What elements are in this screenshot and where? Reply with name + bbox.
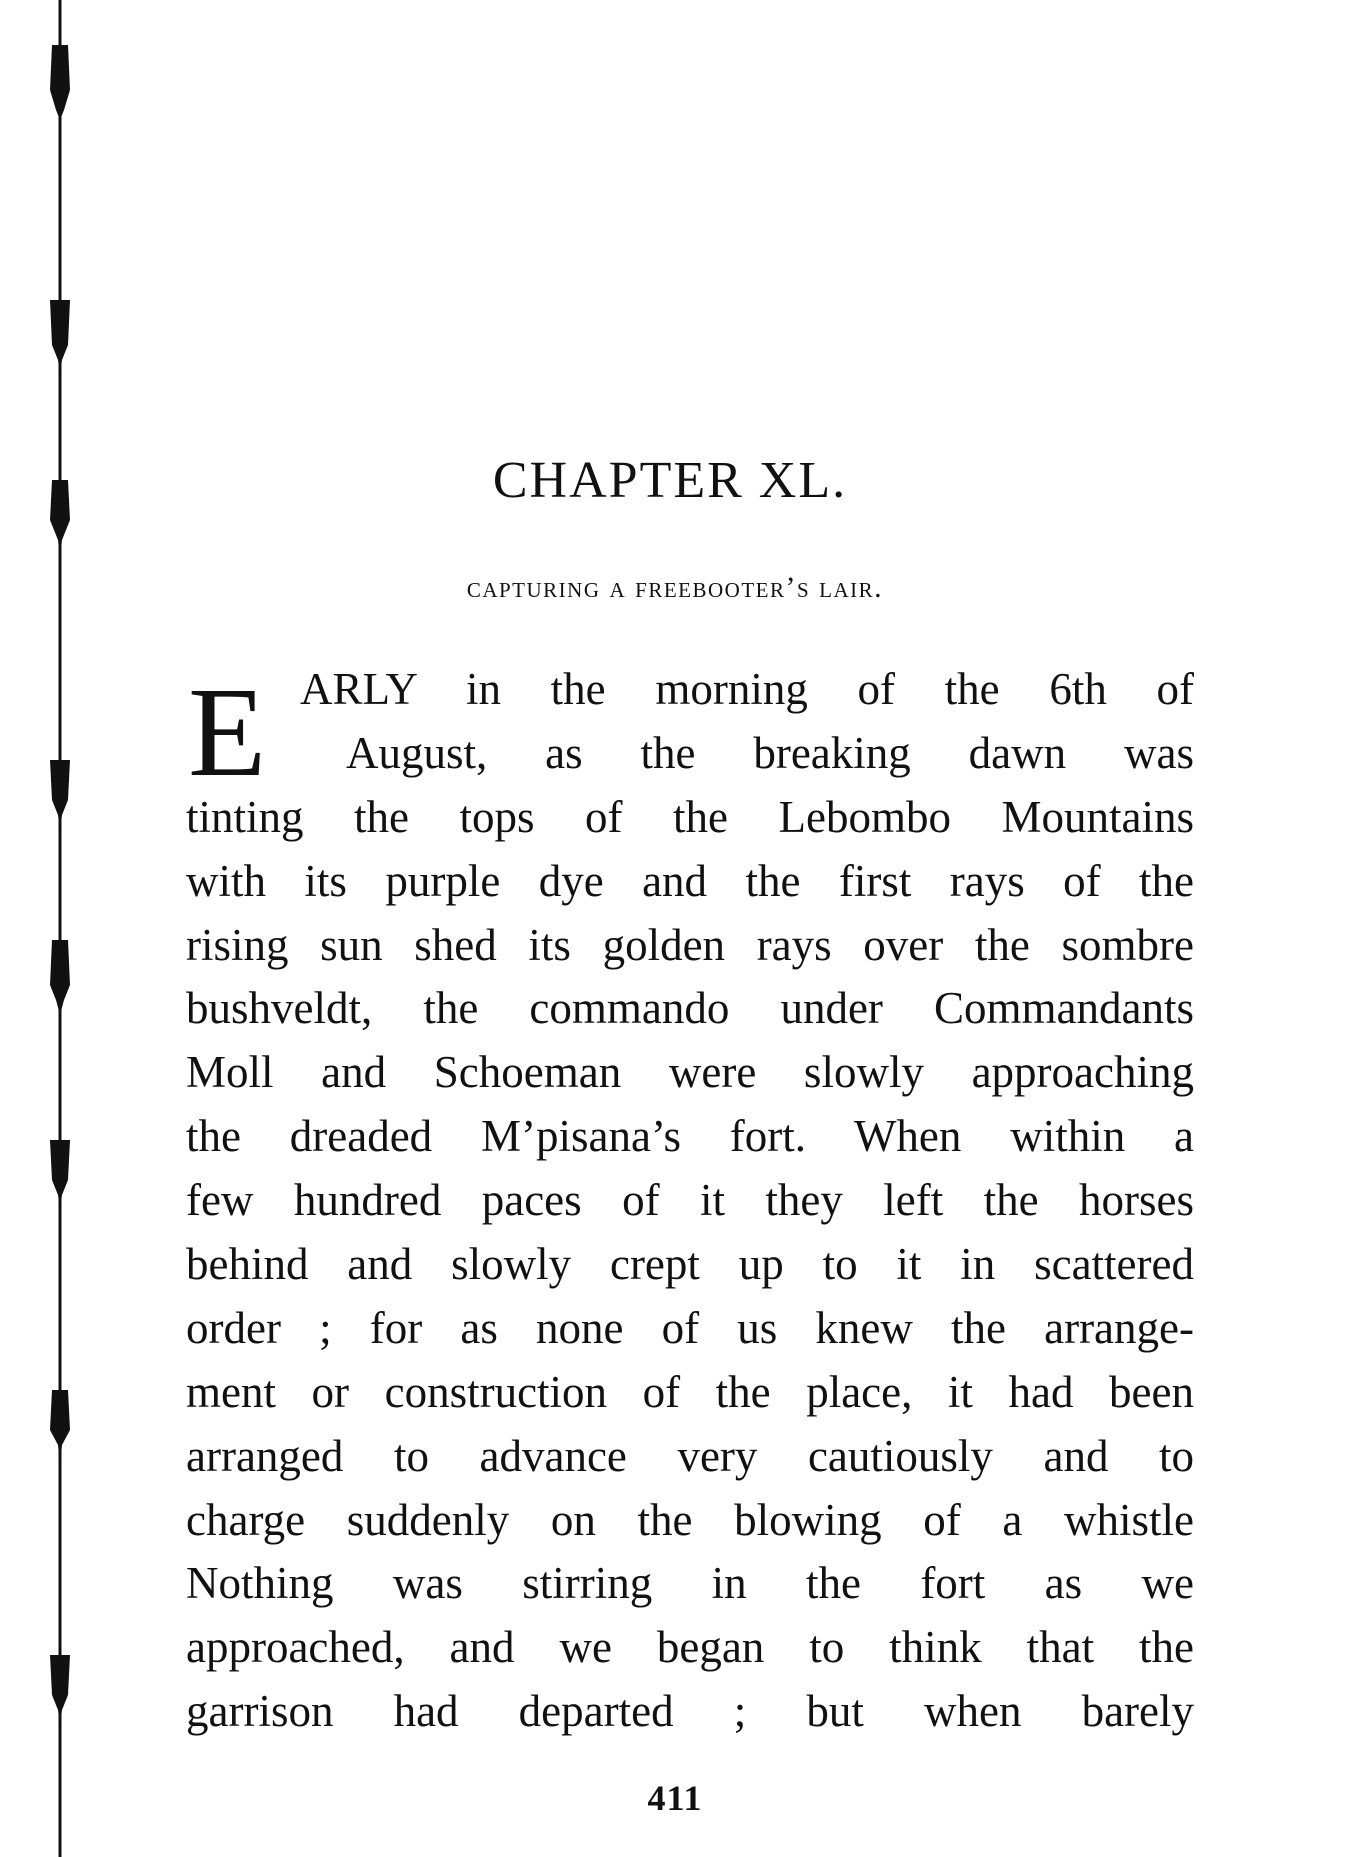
text-line: Moll and Schoeman were slowly approaching	[186, 1047, 1194, 1098]
text-line: the dreaded M’pisana’s fort. When within a	[186, 1111, 1194, 1162]
chapter-title: CHAPTER XL.	[492, 452, 848, 509]
text-line: bushveldt, the commando under Commandants	[186, 983, 1194, 1034]
binding-stitch-ornament	[30, 0, 90, 1857]
text-line: arranged to advance very cautiously and to	[186, 1430, 1194, 1481]
text-line: order ; for as none of us knew the arrange-	[186, 1302, 1194, 1353]
body-text	[186, 658, 1194, 1744]
drop-cap: E	[188, 661, 267, 803]
text-line: Nothing was stirring in the fort as we	[186, 1558, 1194, 1609]
text-line: few hundred paces of it they left the horses	[186, 1175, 1194, 1226]
text-line: ment or construction of the place, it had been	[186, 1366, 1194, 1417]
text-line: rising sun shed its golden rays over the sombre	[186, 919, 1194, 970]
chapter-subtitle: capturing a freebooter’s lair.	[466, 571, 884, 604]
text-line: August, as the breaking dawn was	[346, 727, 1194, 778]
text-line: behind and slowly crept up to it in scattered	[186, 1239, 1194, 1290]
page-number: 411	[647, 1778, 703, 1818]
text-line: ARLY in the morning of the 6th of	[300, 664, 1194, 714]
text-line: garrison had departed ; but when barely	[186, 1686, 1194, 1737]
text-line: charge suddenly on the blowing of a whistle	[186, 1494, 1194, 1545]
text-line: with its purple dye and the first rays of the	[186, 855, 1194, 906]
text-line: approached, and we began to think that the	[186, 1622, 1194, 1673]
text-line: tinting the tops of the Lebombo Mountains	[186, 791, 1194, 842]
